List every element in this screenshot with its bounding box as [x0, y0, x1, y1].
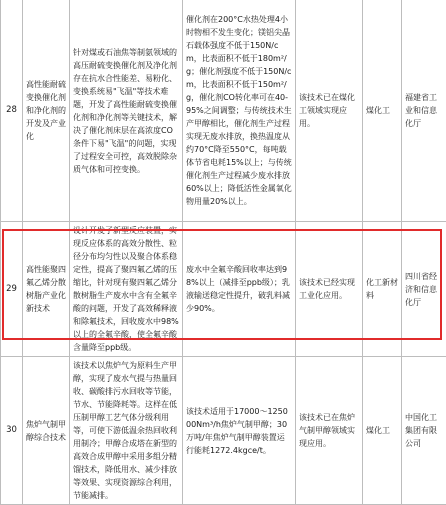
table-row	[1, 222, 446, 357]
application-stage: 该技术已经实现工业化应用。	[296, 222, 363, 357]
tech-content: 设计开发了新型反应装置，实现反应体系的高效分散性、粒径分布均匀性以及聚合体系稳定性，提高了聚四氟乙烯的压缩比，针对现有聚四氟乙烯分散树脂生产废水中含有全氟辛酸的问题，开发了高效稀释液和除氟技术，回收废水中98%以上的全氟辛酸，使全氟辛酸含量降至ppb级。	[70, 222, 183, 357]
industry-field: 煤化工	[363, 0, 402, 222]
tech-indicators: 废水中全氟辛酸回收率达到98%以上（减排至ppb级）；乳液输送稳定性提升，破乳料减少90%。	[183, 222, 296, 357]
tech-name: 焦炉气制甲醇综合技术	[23, 357, 70, 505]
tech-content: 该技术以焦炉气为原料生产甲醇，实现了废水气提与热量回收、碳酸排污水回收等节能，节水、节能降耗等。这样在低压制甲醇工艺气体分级利用等，可使下游低温余热回收利用制冷；甲醇合成塔在新型的高效合成甲醇中采用多组分精馏技术，降低用水、减少排放等效果、实现资源综合利用，节能减排。	[70, 357, 183, 505]
industry-field: 煤化工	[363, 357, 402, 505]
recommender: 福建省工业和信息化厅	[402, 0, 446, 222]
tech-content: 针对煤或石油焦等制氨领域的高压耐硫变换催化剂及净化剂存在抗水合性能差、易粉化、变换系统易"飞温"等技术难题，开发了高性能耐硫变换催化剂和净化剂等关键技术，解决了催化剂床层在高浓度CO条件下易"飞温"的问题，实现了过程安全可控，高效脱除杂质气体和可控变换。	[70, 0, 183, 222]
table-row	[1, 357, 446, 505]
tech-indicators: 该技术适用于17000～125000Nm³/h焦炉气制甲醇；30万吨/年焦炉气制甲醇装置运行能耗1272.4kgce/t。	[183, 357, 296, 505]
tech-indicators: 催化剂在200°C水热处理4小时物相不发生变化；镁铝尖晶石载体强度不低于150N/cm，比表面积不低于180m²/g；催化剂强度不低于150N/cm，比表面积不低于150m²/g，催化剂CO转化率可在40-95%之间调整；与传统技术生产甲醇相比，催化剂生产过程实现无废水排放，换热温度从约70°C降至550°C，每吨载体节省电耗15%以上；与传统催化剂生产过程减少废水排放60%以上；降低活性金属氧化物用量20%以上。	[183, 0, 296, 222]
application-stage: 该技术已在焦炉气制甲醇领域实现应用。	[296, 357, 363, 505]
row-number: 30	[1, 357, 23, 505]
industry-field: 化工新材料	[363, 222, 402, 357]
recommender: 中国化工集团有限公司	[402, 357, 446, 505]
row-number: 29	[1, 222, 23, 357]
tech-name: 高性能聚四氟乙烯分散树脂产业化新技术	[23, 222, 70, 357]
application-stage: 该技术已在煤化工领域实现应用。	[296, 0, 363, 222]
table-row	[1, 0, 446, 222]
tech-name: 高性能耐硫变换催化剂和净化剂的开发及产业化	[23, 0, 70, 222]
recommender: 四川省经济和信息化厅	[402, 222, 446, 357]
row-number: 28	[1, 0, 23, 222]
